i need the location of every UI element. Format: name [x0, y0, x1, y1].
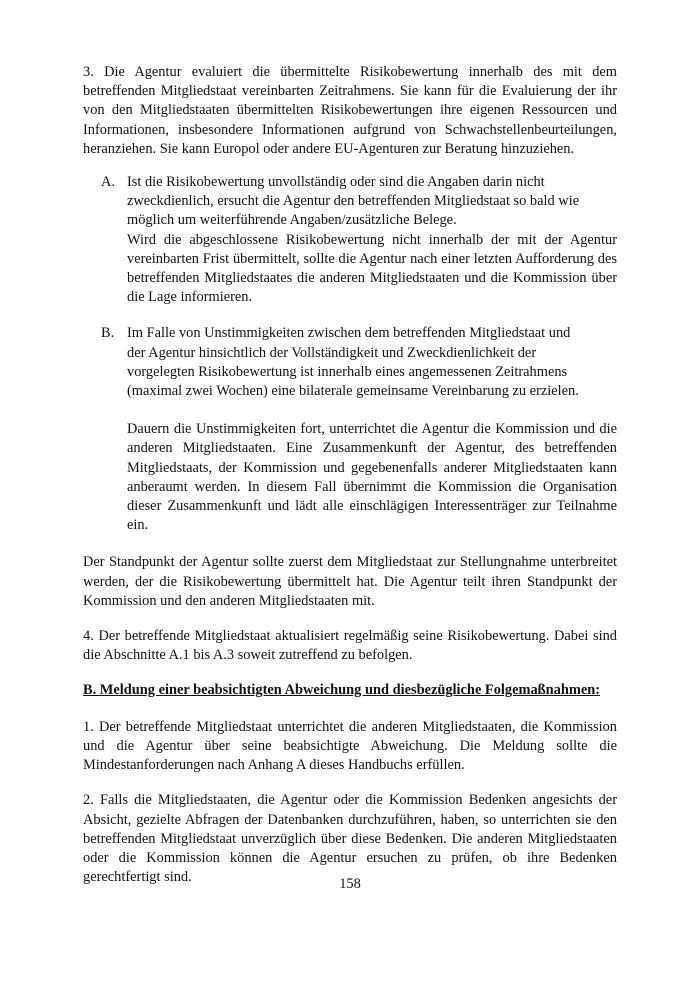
section-b-heading: B. Meldung einer beabsichtigten Abweichung und diesbezügliche Folgemaßnahmen: — [83, 682, 601, 699]
document-body — [83, 63, 617, 887]
list-marker-a: A. — [101, 174, 115, 191]
section-b-paragraph-1: 1. Der betreffende Mitgliedstaat unterrichtet die anderen Mitgliedstaaten, die Kommission und die Agentur über seine beabsichtigte Abweichung. Die Meldung sollte die Mindestanforderungen nach Anhang A dieses Handbuchs erfüllen. — [83, 718, 617, 774]
list-item-b — [83, 324, 617, 535]
list-item-a-text-1: Ist die Risikobewertung unvollständig oder sind die Angaben darin nicht zweckdienlich, ersucht die Agentur den betreffenden Mitgliedstaat so bald wie möglich um weiterführende Angaben/zusätzliche Belege. — [127, 174, 580, 229]
paragraph-standpunkt: Der Standpunkt der Agentur sollte zuerst dem Mitgliedstaat zur Stellungnahme unterbreitet werden, der die Risikobewertung übermittelt hat. Die Agentur teilt ihren Standpunkt der Kommission und den anderen Mitgliedstaaten mit. — [83, 554, 617, 609]
paragraph-4: 4. Der betreffende Mitgliedstaat aktualisiert regelmäßig seine Risikobewertung. Dabei sind die Abschnitte A.1 bis A.3 soweit zutreffend zu befolgen. — [83, 628, 617, 664]
list-item-b-text-2: Dauern die Unstimmigkeiten fort, unterrichtet die Agentur die Kommission und die anderen Mitgliedstaaten. Eine Zusammenkunft der Agentur, des betreffenden Mitgliedstaats, der Kommission und gegebenenfalls anderer Mitgliedstaaten kann anberaumt werden. In diesem Fall übernimmt die Kommission die Organisation dieser Zusammenkunft und lädt alle einschlägigen Interessenträger zur Teilnahme ein. — [127, 421, 617, 534]
section-b-paragraph-2: 2. Falls die Mitgliedstaaten, die Agentur oder die Kommission Bedenken angesichts der Absicht, gezielte Abfragen der Datenbanken durchzuführen, haben, so unterrichten sie den betreffenden Mitgliedstaat unverzüglich über diese Bedenken. Die anderen Mitgliedstaaten oder die Kommission können die Agentur ersuchen zu prüfen, ob ihre Bedenken gerechtfertigt sind. — [83, 792, 617, 886]
list-item-a — [83, 173, 617, 307]
list-item-b-text-1: Im Falle von Unstimmigkeiten zwischen dem betreffenden Mitgliedstaat und der Agentur hinsichtlich der Vollständigkeit und Zweckdienlichkeit der vorgelegten Risikobewertung ist innerhalb eines angemessenen Zeitrahmens (maximal zwei Wochen) eine bilaterale gemeinsame Vereinbarung zu erzielen. — [127, 325, 579, 400]
list-item-a-text-2: Wird die abgeschlossene Risikobewertung nicht innerhalb der mit der Agentur vereinbarten Frist übermittelt, sollte die Agentur nach einer letzten Aufforderung des betreffenden Mitgliedstaates die anderen Mitgliedstaaten und die Kommission über die Lage informieren. — [127, 231, 617, 306]
page-number: 158 — [339, 876, 361, 892]
paragraph-3: 3. Die Agentur evaluiert die übermittelte Risikobewertung innerhalb des mit dem betreffenden Mitgliedstaat vereinbarten Zeitrahmens. Sie kann für die Evaluierung der ihr von den Mitgliedstaaten übermittelten Risikobewertungen ihre eigenen Ressourcen und Informationen, insbesondere Informationen aufgrund von Schwachstellenbeurteilungen, heranziehen. Sie kann Europol oder andere EU-Agenturen zur Beratung hinzuziehen. — [83, 64, 617, 157]
list-marker-b: B. — [101, 325, 115, 342]
